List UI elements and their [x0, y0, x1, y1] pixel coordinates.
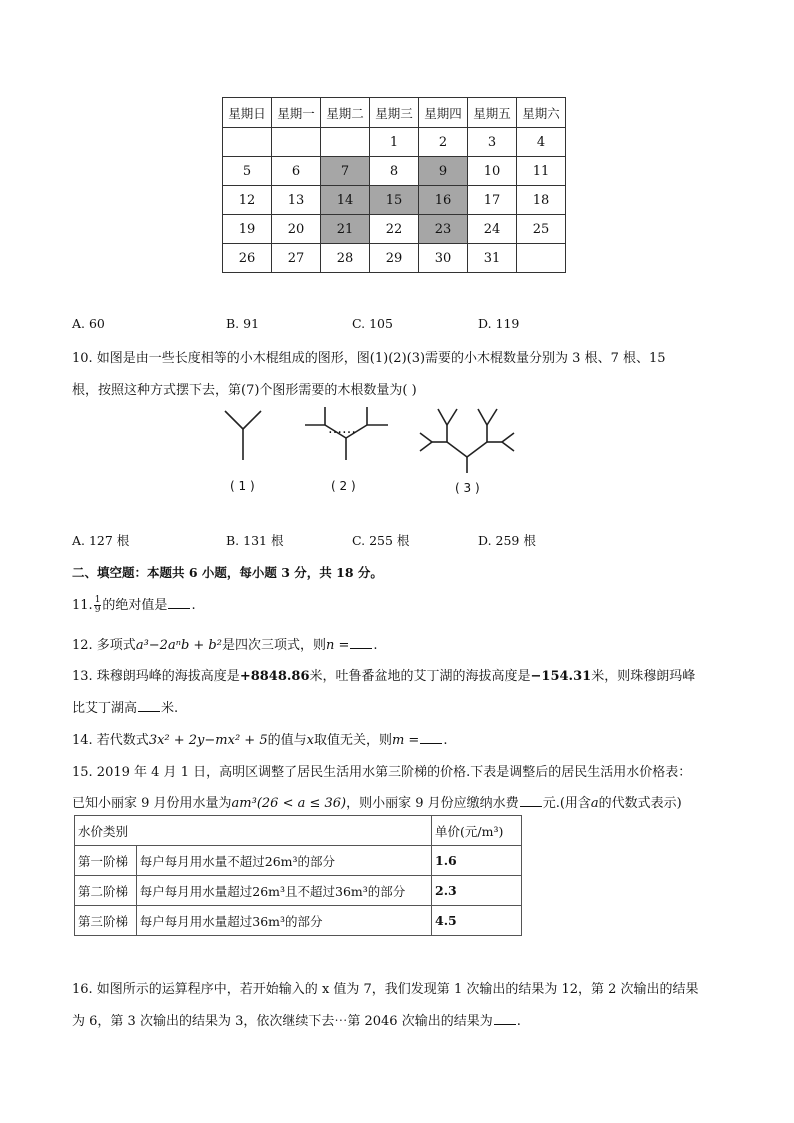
calendar-day: 18	[517, 186, 566, 215]
calendar-row	[223, 157, 566, 186]
calendar-day: 29	[370, 244, 419, 273]
calendar-day	[223, 128, 272, 157]
q10-line1: 10. 如图是由一些长度相等的小木棍组成的图形，图(1)(2)(3)需要的小木棍数量分别为 3 根、7 根、15	[72, 351, 666, 366]
q12-expression: a³−2aⁿb + b²	[135, 638, 222, 653]
calendar-day: 22	[370, 215, 419, 244]
section-2-heading: 二、填空题：本题共 6 小题，每小题 3 分，共 18 分。	[72, 565, 383, 580]
calendar-day: 21	[321, 215, 370, 244]
calendar-weekday: 星期六	[517, 98, 566, 128]
calendar-day: 27	[272, 244, 321, 273]
q14: 14. 若代数式3x² + 2y−mx² + 5的值与x取值无关，则m = .	[72, 733, 448, 748]
table-row: 第三阶梯 每户每月用水量超过36m³的部分 4.5	[75, 906, 522, 936]
calendar-day: 6	[272, 157, 321, 186]
calendar-day: 10	[468, 157, 517, 186]
calendar-day: 15	[370, 186, 419, 215]
calendar-row	[223, 215, 566, 244]
calendar-day: 2	[419, 128, 468, 157]
q10-option-b: B. 131 根	[226, 533, 284, 548]
q16-line2: 为 6，第 3 次输出的结果为 3，依次继续下去⋯第 2046 次输出的结果为 .	[72, 1014, 521, 1029]
calendar-day	[517, 244, 566, 273]
calendar-weekday: 星期五	[468, 98, 517, 128]
q9-option-d: D. 119	[478, 316, 520, 331]
q10-option-d: D. 259 根	[478, 533, 536, 548]
q15-line2: 已知小丽家 9 月份用水量为am³(26 < a ≤ 36)，则小丽家 9 月份应缴纳水费 元.(用含a的代数式表示)	[72, 796, 682, 811]
calendar-day: 26	[223, 244, 272, 273]
answer-blank	[350, 636, 372, 649]
calendar-header-row	[223, 98, 566, 128]
calendar-row	[223, 244, 566, 273]
calendar-weekday: 星期二	[321, 98, 370, 128]
figure-label-1: ( 1 )	[230, 479, 255, 493]
calendar-weekday: 星期一	[272, 98, 321, 128]
stick-figure-3	[420, 409, 514, 473]
figure-ellipsis: ……	[328, 421, 356, 437]
water-price-table	[74, 815, 522, 936]
q10-option-c: C. 255 根	[352, 533, 410, 548]
calendar-day: 31	[468, 244, 517, 273]
calendar-day: 1	[370, 128, 419, 157]
calendar-day	[321, 128, 370, 157]
calendar-row	[223, 186, 566, 215]
calendar-day: 28	[321, 244, 370, 273]
calendar-day: 8	[370, 157, 419, 186]
table-header-row	[75, 816, 522, 846]
table-row: 第一阶梯 每户每月用水量不超过26m³的部分 1.6	[75, 846, 522, 876]
calendar-day: 11	[517, 157, 566, 186]
q10-line2: 根，按照这种方式摆下去，第(7)个图形需要的木根数量为( )	[72, 383, 417, 398]
header-price: 单价(元/m³)	[432, 816, 522, 846]
calendar-day: 7	[321, 157, 370, 186]
q11-text: 的绝对值是	[102, 598, 168, 613]
stick-figures	[210, 395, 550, 475]
calendar-table	[222, 97, 566, 273]
answer-blank	[520, 794, 542, 807]
calendar-day: 13	[272, 186, 321, 215]
answer-blank	[138, 699, 160, 712]
figure-label-2: ( 2 )	[331, 479, 356, 493]
q14-expression: 3x² + 2y−mx² + 5	[148, 733, 268, 748]
figure-label-3: ( 3 )	[455, 481, 480, 495]
q11: 11. $\frac{1}{9}$ 的绝对值是 .	[72, 595, 196, 615]
q9-option-c: C. 105	[352, 316, 393, 331]
header-type: 水价类别	[75, 816, 432, 846]
calendar-day: 4	[517, 128, 566, 157]
q16-line1: 16. 如图所示的运算程序中，若开始输入的 x 值为 7，我们发现第 1 次输出的结果为 12，第 2 次输出的结果	[72, 982, 699, 997]
stick-figure-1	[225, 411, 261, 460]
q11-fraction: $\frac{1}{9}$	[94, 595, 101, 615]
calendar-weekday: 星期三	[370, 98, 419, 128]
calendar-day: 25	[517, 215, 566, 244]
calendar-day: 9	[419, 157, 468, 186]
q13-line2: 比艾丁湖高 米.	[72, 701, 179, 716]
calendar-day: 12	[223, 186, 272, 215]
q12: 12. 多项式a³−2aⁿb + b²是四次三项式，则n = .	[72, 638, 378, 653]
q9-option-a: A. 60	[72, 316, 105, 331]
q13-line1: 13. 珠穆朗玛峰的海拔高度是+8848.86米，吐鲁番盆地的艾丁湖的海拔高度是−154.31米，则珠穆朗玛峰	[72, 669, 696, 684]
q15-line1: 15. 2019 年 4 月 1 日，高明区调整了居民生活用水第三阶梯的价格.下表是调整后的居民生活用水价格表：	[72, 765, 692, 780]
q11-number: 11.	[72, 598, 93, 613]
calendar-day: 14	[321, 186, 370, 215]
calendar-day: 17	[468, 186, 517, 215]
calendar-day: 5	[223, 157, 272, 186]
calendar-day: 3	[468, 128, 517, 157]
answer-blank	[494, 1012, 516, 1025]
q10-option-a: A. 127 根	[72, 533, 130, 548]
calendar-weekday: 星期日	[223, 98, 272, 128]
calendar-day: 16	[419, 186, 468, 215]
q15-expression: am³(26 < a ≤ 36)	[231, 796, 347, 811]
calendar-day	[272, 128, 321, 157]
calendar-weekday: 星期四	[419, 98, 468, 128]
answer-blank	[168, 596, 190, 609]
calendar-day: 30	[419, 244, 468, 273]
calendar-day: 19	[223, 215, 272, 244]
calendar-day: 23	[419, 215, 468, 244]
calendar-day: 20	[272, 215, 321, 244]
table-row: 第二阶梯 每户每月用水量超过26m³且不超过36m³的部分 2.3	[75, 876, 522, 906]
calendar-row	[223, 128, 566, 157]
answer-blank	[420, 731, 442, 744]
calendar-day: 24	[468, 215, 517, 244]
q9-option-b: B. 91	[226, 316, 260, 331]
